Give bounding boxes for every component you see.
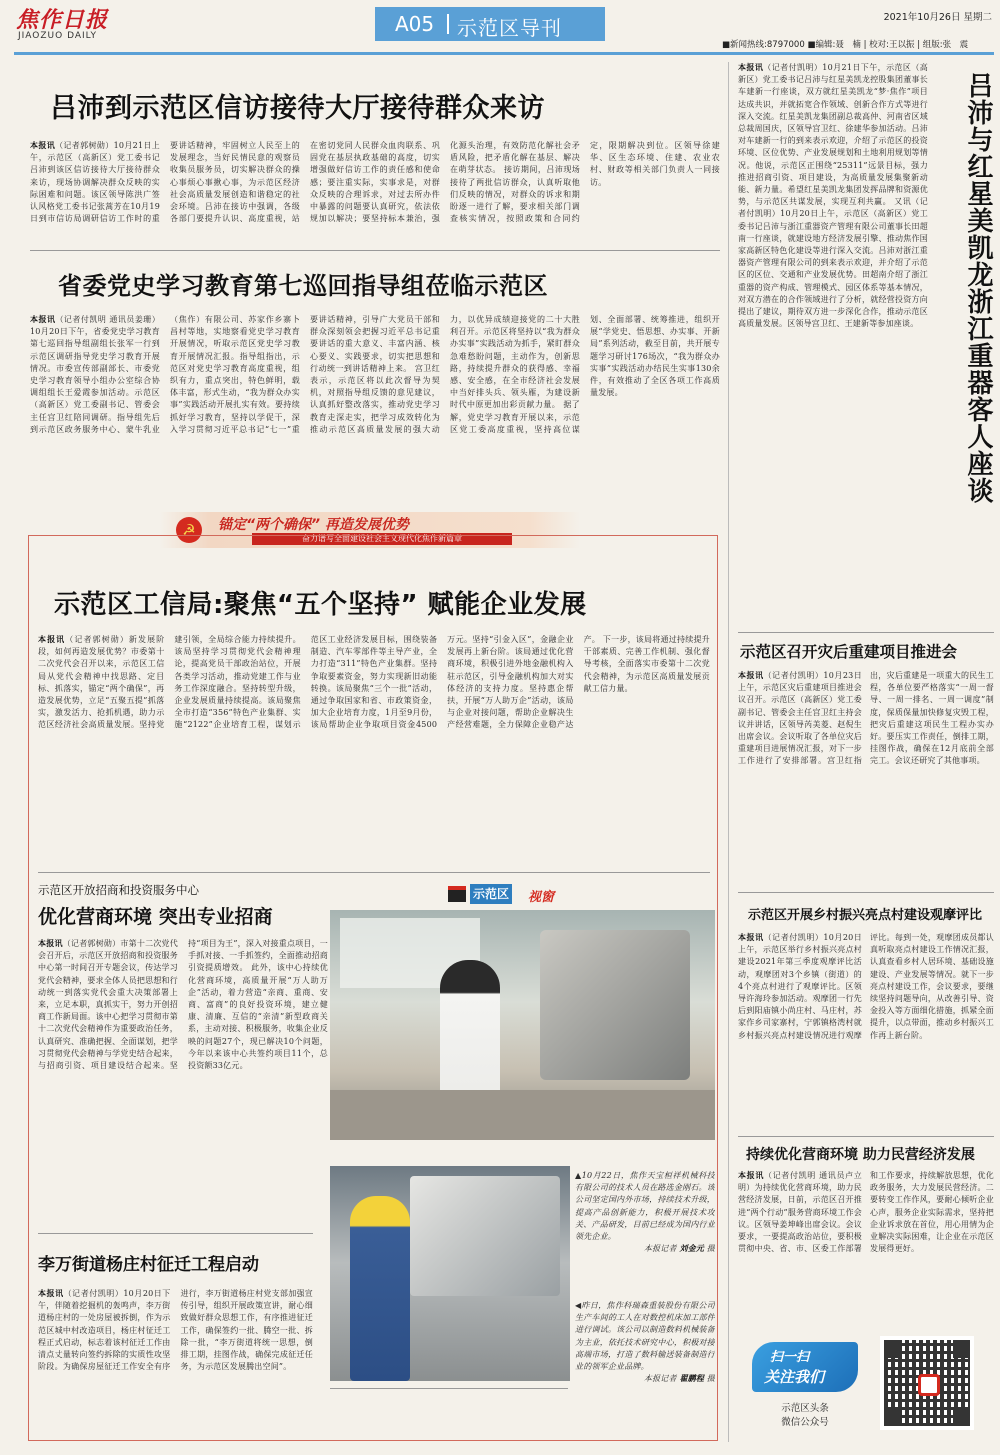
article-headline[interactable]: 吕沛到示范区信访接待大厅接待群众来访 <box>50 93 545 124</box>
article-body <box>738 670 994 878</box>
follow-text: 关注我们 <box>764 1368 825 1386</box>
byline: 本报讯 <box>38 939 63 948</box>
article-headline[interactable]: 李万街道杨庄村征迁工程启动 <box>38 1255 259 1275</box>
banner-main-text: 锚定“两个确保” 再造发展优势 <box>218 517 409 533</box>
paragraph: 宫卫红表示，示范区将以此次督导为契机，对照指导组反馈的意见建议，认真抓好整改落实，推动党史学习教育走深走实，把学习成效转化为推动示范区高质量发展的强大动力，以优异成绩迎接党的二十大胜利召开。示范区将坚持以“我为群众办实事”实践活动为抓手，紧盯群众急难愁盼问题，主动作为，创新思路，持续提升群众的获得感、幸福感、安全感，在全市经济社会发展中当好排头兵、领头雁，为建设新时代中原更加出彩贡献力量。 <box>310 315 580 434</box>
article-body <box>738 1170 994 1328</box>
account-name: 示范区头条 <box>781 1403 829 1414</box>
section-divider <box>447 14 449 34</box>
lab-worker-photo[interactable] <box>330 910 715 1140</box>
photo-caption <box>575 1170 715 1294</box>
photo-caption <box>575 1300 715 1425</box>
logo-text: 焦作日报 <box>16 7 109 33</box>
article-zaihou <box>738 638 994 880</box>
article-xinfang <box>30 80 720 240</box>
article-headline[interactable]: 持续优化营商环境 助力民营经济发展 <box>746 1147 975 1163</box>
byline: 本报讯 <box>738 63 764 72</box>
article-hongxing <box>738 62 996 626</box>
paragraph: 接访期间，吕沛现场接待了两批信访群众，认真听取他们反映的情况，对群众的诉求和期盼逐一进行了解，要求相关部门调查核实情况，按照政策和合同约定，限期解决到位。区领导徐建华、区生态环境、住建、农业农村、财政等相关部门负责人一同接访。 <box>450 141 720 224</box>
article-zhaoshang <box>38 880 328 1225</box>
paragraph: （记者郭树勋）新发展阶段，如何再造发展优势？市委第十二次党代会召开以来，示范区工信局从党代会精神中找思路、定目标、抓落实，锚定“两个确保”，再造发展优势，立足“五聚五提”抓落实，激发活力、抢抓机遇，助力示范区经济社会高质量发展。坚持党建引领，全局综合能力持续提升。该局坚持学习贯彻党代会精神理论，提高党员干部政治站位，开展各类学习活动，推动党建工作与业务工作深度融合。坚持转型升级，企业发展质量持续提高。该局聚焦全市打造“356”特色产业集群、实施“2122”企业培育工程，谋划示范区工业经济发展目标，围绕装备制造、汽车零部件等主导产业，全力打造“311”特色产业集群。坚持争取要素资金，努力实现新旧动能转换。该局聚焦“三个一批”活动，通过争取国家和省、市政策资金，加大企业培育力度，1月至9月份，该局帮助企业争取项目资金4500万元。坚持“引金入区”，金融企业发展再上新台阶。该局通过优化营商环境，积极引进外地金融机构入驻示范区，引导金融机构加大对实体经济的支持力度。坚持惠企帮扶，开展“万人助万企”活动，该局与企业对接问题，帮助企业解决生产经营难题，全力保障企业稳产达产。 <box>38 635 601 730</box>
qr-label <box>760 1402 850 1430</box>
article-body <box>38 938 328 1228</box>
article-kicker: 示范区开放招商和投资服务中心 <box>38 883 199 897</box>
clapper-icon <box>448 886 466 902</box>
photo-section <box>330 880 715 1435</box>
badge-label: 示范区 <box>470 884 512 904</box>
party-emblem-icon: ☭ <box>176 517 202 543</box>
byline: 本报讯 <box>38 1289 64 1298</box>
paragraph: （记者付凯明）10月21日下午，示范区（高新区）党工委书记吕沛与红星美凯龙控股集团董事长车建新一行座谈，双方就红星美凯龙“梦·焦作”项目达成共识，并就拓宽合作领域、创新合作方式等进行深入交流。红星美凯龙集团副总裁高仲、河南省区域总裁周国庆，区领导宫卫红、徐建华参加活动。吕沛对车建新一行的到来表示欢迎，介绍了示范区的投资环境、区位优势、产业发展规划和土地利用规划等情况。他说，示范区正围绕“25311”远景目标，强力推进招商引资、项目建设，为高质量发展集聚新动能、新力量。希望红星美凯龙集团发挥品牌和资源优势，与示范区共谋发展，实现互利共赢。 <box>738 63 928 207</box>
badge-label-2: 视窗 <box>528 890 555 905</box>
newspaper-logo[interactable] <box>16 3 134 43</box>
divider <box>330 1388 568 1389</box>
article-headline[interactable]: 示范区工信局:聚焦“五个坚持” 赋能企业发展 <box>54 590 587 620</box>
editor-credits: ■编辑:聂 楠 | 校对:王以振 | 组版:张 震 <box>807 40 969 50</box>
article-headline[interactable]: 示范区开展乡村振兴亮点村建设观摩评比 <box>748 908 983 923</box>
vertical-headline[interactable]: 吕沛与红星美凯龙浙江重器客人座谈 <box>963 72 993 504</box>
photo-machine <box>410 1176 560 1296</box>
weekday-text: 星期二 <box>963 12 992 23</box>
cnc-operator-photo[interactable] <box>330 1166 570 1381</box>
divider <box>38 1233 313 1234</box>
paragraph: （记者付凯明 通讯员卢立明）为持续优化营商环境，助力民营经济发展，日前，示范区召开推进“两个行动”服务营商环境工作会议。区领导姜坤峰出席会议。会议要求，一要提高政治站位，要积极贯彻中央、省、市、区委工作部署和工作要求，持续解放思想，优化政务服务，大力发展民营经济。二要转变工作作风，要耐心倾听企业心声，服务企业实际需求，坚持把企业诉求放在首位，用心用情为企业解决实际困难，让企业在示范区发展得更好。 <box>738 1171 994 1254</box>
photo-credit: 本报记者 刘金元 摄 <box>643 1244 715 1254</box>
byline: 本报讯 <box>38 635 66 644</box>
paragraph: 下一步，该局将通过持续提升干部素质、完善工作机制、强化督导考核，全面落实市委第十二次党代会精神，为示范区高质量发展贡献工信力量。 <box>583 635 710 693</box>
scan-text: 扫一扫 <box>770 1350 810 1365</box>
paragraph: （记者郭树勋）10月21日上午，示范区（高新区）党工委书记吕沛到该区信访接待大厅接待群众来访，现场协调解决群众反映的实际困难和问题。该区领导陈洪广签认风格党工委书记张蒿芳在10月19日到市信访局调研信访工作时的重要讲话精神，牢固树立人民至上的发展理念，当好民情民意的观察员收集员服务员，切实解决群众的操心事烦心事揪心事，为示范区经济社会高质量发展创造和谐稳定的社会环境。吕沛在接访中强调，各级各部门要提升认识、高度重视，站在密切党同人民群众血肉联系、巩固党在基层执政基础的高度，切实增强做好信访工作的责任感和使命感；要注重实际，实事求是，对群众反映的合理诉求，对过去所办件中暴露的问题要认真研究，依法依规加以解决；要坚持标本兼治，强化源头治理，有效防范化解社会矛盾风险，把矛盾化解在基层、解决在萌芽状态。 <box>30 141 580 224</box>
article-body <box>738 932 994 1132</box>
issue-date <box>884 9 992 23</box>
masthead <box>0 0 1000 58</box>
paragraph: （记者付凯明）10月20日上午，示范区举行乡村振兴亮点村建设2021年第三季度观摩评比活动，观摩团对3个乡镇（街道）的4个亮点村进行了观摩评比。区领导许海玲参加活动。观摩团一行先后到阳庙镇小尚庄村、马庄村，苏家作乡司家寨村，宁郭镇格湾村就乡村振兴亮点村建设情况进行观摩评比。每到一处，观摩团成员都认真听取亮点村建设工作情况汇报，认真查看乡村人居环境、基础设施建设、产业发展等情况。就下一步亮点村建设工作，会议要求，要继续坚持问题导向，从改善引导、资金投入等方面细化措施，抓紧全面提升，以点带面，推动乡村振兴工作再上新台阶。 <box>738 933 994 1040</box>
article-body <box>30 314 720 510</box>
photo-person <box>350 1196 410 1381</box>
article-body <box>738 62 928 626</box>
photo-machine <box>540 930 690 1080</box>
article-headline[interactable]: 优化营商环境 突出专业招商 <box>38 906 273 928</box>
byline: 本报讯 <box>738 933 764 942</box>
byline: 本报讯 <box>738 671 764 680</box>
photo-credit: 本报记者 翟鹏程 摄 <box>643 1374 715 1384</box>
section-tab <box>375 7 605 41</box>
photo-window-badge <box>448 882 578 908</box>
divider <box>38 872 710 873</box>
paragraph: （记者付凯明）10月20日下午，伴随着挖掘机的轰鸣声，李万街道杨庄村的一处房屋被拆倒，作为示范区城中村改造项目，杨庄村征迁工程正式启动，标志着该村征迁工作由清点丈量转向签约拆除的实质性攻坚阶段。为确保房屋征迁工作安全有序进行，李万街道杨庄村党支部加强宣传引导，组织开展政策宣讲，耐心细致做好群众思想工作，有序推进征迁工作，确保签约一批、腾空一批、拆除一批，“李万街道将统一思想，倒排工期，挂图作战，确保完成征迁任务，为示范区发展腾出空间”。 <box>38 1289 313 1372</box>
article-body <box>30 140 720 240</box>
article-body <box>38 634 710 864</box>
banner-sub-text: 奋力谱写全面建设社会主义现代化焦作新篇章 <box>252 533 512 545</box>
masthead-rule <box>14 52 994 55</box>
paragraph: （记者付凯明）10月23日上午，示范区灾后重建项目推进会议召开。示范区（高新区）党工委副书记、管委会主任宫卫红主持会议并讲话，区领导芮美菱、赵倪生出席会议。会议听取了各单位灾后重建项目进展情况汇报，对下一步工作进行了安排部署。宫卫红指出，灾后重建是一项重大的民生工程，各单位要严格落实“一周一督导、一周一排名、一周一调度”制度，保质保量加快修复灾毁工程，把灾后重建这项民生工程办实办好。要压实工作责任，倒排工期，挂图作战，确保在12月底前全部完工。会议还研究了其他事项。 <box>738 671 994 766</box>
paragraph: （记者郭树勋）市第十二次党代会召开后，示范区开放招商和投资服务中心第一时间召开专题会议，传达学习党代会精神，要求全体人员把思想和行动统一到落实党代会重大决策部署上来，立足本职，真抓实干，努力开创招商工作新局面。该中心把学习贯彻市第十二次党代会精神作为重要政治任务，认真研究、准确把握、全面谋划，把学习贯彻党代会精神与学党史结合起来，与招商引资、项目建设结合起来。坚持“项目为王”，深入对接重点项目，一手抓对接、一手抓签约，全面推动招商引资提质增效。 <box>38 939 328 1071</box>
article-xunhui <box>30 258 720 510</box>
byline: 本报讯 <box>738 1171 764 1180</box>
divider <box>738 892 994 893</box>
paragraph: （记者付凯明 通讯员姜珊）10月20日下午，省委党史学习教育第七巡回指导组副组长张军一行到示范区调研指导党史学习教育开展情况。市委宣传部副部长、市委党史学习教育领导小组办公室综合协调组组长王爱霞参加活动。示范区（高新区）党工委副书记、管委会主任宫卫红陪同调研。指导组先后到示范区政务服务中心、蒙牛乳业（焦作）有限公司、苏家作乡寨卜昌村等地，实地察看党史学习教育开展情况，听取示范区党史学习教育开展情况汇报。指导组指出，示范区对党史学习教育高度重视，组织有力，重点突出，特色鲜明，载体丰富，形式生动，“我为群众办实事”实践活动开展扎实有效。要持续抓好学习教育，坚持以学促干，深入学习贯彻习近平总书记“七一”重要讲话精神，引导广大党员干部和群众深刻领会把握习近平总书记重要讲话的重大意义、丰富内涵、核心要义、实践要求，切实把思想和行动统一到讲话精神上来。 <box>30 315 440 434</box>
photo-bench <box>330 1090 715 1140</box>
divider <box>738 632 994 633</box>
scan-badge[interactable] <box>752 1342 858 1392</box>
editor-line <box>722 38 994 50</box>
qr-center-logo <box>918 1374 940 1396</box>
qr-promo <box>752 1336 990 1436</box>
byline: 本报讯 <box>30 315 56 324</box>
article-headline[interactable]: 省委党史学习教育第七巡回指导组莅临示范区 <box>58 272 548 300</box>
date-text: 2021年10月26日 <box>883 12 961 23</box>
logo-english: JIAOZUO DAILY <box>18 31 97 41</box>
column-divider <box>728 62 729 1442</box>
section-title: 示范区导刊 <box>457 16 562 40</box>
article-body <box>38 1288 313 1434</box>
qr-code-icon[interactable] <box>880 1336 974 1430</box>
article-yingshang <box>738 1140 994 1330</box>
divider <box>738 1136 994 1137</box>
article-headline[interactable]: 示范区召开灾后重建项目推进会 <box>740 643 958 661</box>
caption-text: ◀昨日，焦作科瑞森重装股份有限公司生产车间的工人在对数控机床加工部件进行调试。该公司以制造数料机械装备为主业，依托技术研究中心，积极对接高端市场，打造了数料输送装备制造行业的领军企业品牌。 <box>575 1301 715 1372</box>
caption-text: ▲10月22日，焦作天宝桓祥机械科技有限公司的技术人员在路选金刚石。该公司坚定国内外市场，持续技术升级，提高产品创新能力，积极开展技术攻关、产品研发，目前已经成为国内行业领先企业。 <box>575 1171 715 1242</box>
account-type: 微信公众号 <box>781 1417 829 1428</box>
article-xiangcun <box>738 898 994 1134</box>
divider <box>30 250 720 251</box>
paragraph: 据了解，党史学习教育开展以来，示范区党工委高度重视，坚持高位谋划、全面部署、统筹推进，组织开展“学党史、悟思想、办实事、开新局”系列活动，截至目前，共开展专题学习研讨176场次，“我为群众办实事”实践活动办结民生实事130余件，有效推动了全区各项工作高质量发展。 <box>450 315 720 434</box>
paragraph: 此外，该中心持续优化营商环境，高质量开展“万人助万企”活动，着力营造“亲商、重商、安商、富商”的良好投资环境，建立健康、清廉、互信的“亲清”新型政商关系，主动对接、积极服务，收集企业反映的问题27个，现已解决10个问题，今年以来该中心共签约项目11个，总投资额33亿元。 <box>188 963 328 1071</box>
page-number: A05 <box>395 12 435 36</box>
paragraph: 又讯（记者付凯明）10月20日上午，示范区（高新区）党工委书记吕沛与浙江重器资产管理有限公司董事长田超南一行座谈，就建设地方经济发展引擎、推动焦作国家高新区特色化建设等进行深入交流。吕沛对浙江重器资产管理有限公司的到来表示欢迎，并介绍了示范区的区位、交通和产业发展优势。田超南介绍了浙江重器的资产构成、管理模式、园区体系等基本情况，对双方潜在的合作领域进行了分析，就经营投资方向提出了建议，期待双方进一步深化合作，推动示范区高质量发展。区领导宫卫红、王建新等参加座谈。 <box>738 197 928 329</box>
byline: 本报讯 <box>30 141 56 150</box>
hotline: ■新闻热线:8797000 <box>722 40 805 50</box>
article-yangzhuang <box>38 1244 313 1434</box>
article-gongxinju <box>38 580 710 865</box>
